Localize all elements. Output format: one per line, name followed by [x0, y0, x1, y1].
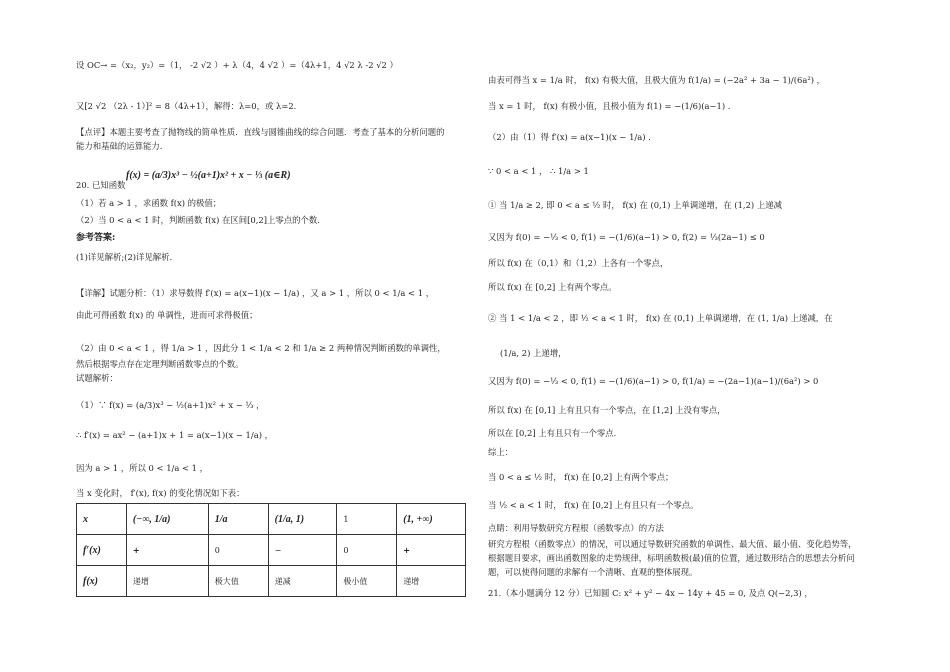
question-20-part-2: （2）当 0 < a < 1 时，判断函数 f(x) 在区间[0,2]上零点的个数.	[76, 215, 320, 225]
table-cell: +	[397, 535, 466, 566]
right-line-17: 点睛：利用导数研究方程根（函数零点）的方法	[488, 523, 664, 533]
detail-line-2: 由此可得函数 f(x) 的 单调性，进而可求得极值；	[76, 310, 258, 320]
table-cell: f(x)	[77, 566, 127, 597]
right-line-4: ∵ 0 < a < 1 ， ∴ 1/a > 1	[488, 166, 589, 176]
detail-line-4: 然后根据零点存在定理判断函数零点的个数。	[76, 359, 244, 369]
question-20-formula: f(x) = (a/3)x³ − ½(a+1)x² + x − ⅓ (a∈R)	[126, 170, 291, 181]
question-20-prefix: 20. 已知函数	[76, 180, 126, 190]
table-row	[77, 535, 466, 566]
table-cell: −	[268, 535, 337, 566]
right-line-12: 所以 f(x) 在 [0,1] 上有且只有一个零点，在 [1,2] 上没有零点，	[488, 405, 726, 415]
detail-line-5: 试题解析：	[76, 373, 118, 383]
table-cell: 递减	[268, 566, 337, 597]
detail-line-3: （2）由 0 < a < 1 ，得 1/a > 1 ，因此分 1 < 1/a < 2 和 1/a ≥ 2 两种情况判断函数的单调性，	[76, 343, 446, 353]
table-cell: +	[126, 535, 208, 566]
solution-line-1: （1）∵ f(x) = (a/3)x³ − ½(a+1)x² + x − ⅓ ，	[76, 400, 265, 410]
right-line-3: （2）由（1）得 f′(x) = a(x−1)(x − 1/a) .	[488, 132, 651, 142]
right-line-9: ② 当 1 < 1/a < 2 ，即 ½ < a < 1 时， f(x) 在 (0,1) 上单调递增，在 (1, 1/a) 上递减，在	[488, 313, 833, 323]
detail-line-1: 【详解】试题分析：（1）求导数得 f′(x) = a(x−1)(x − 1/a) ，又 a > 1 ，所以 0 < 1/a < 1 ，	[76, 288, 435, 298]
right-line-5: ① 当 1/a ≥ 2, 即 0 < a ≤ ½ 时， f(x) 在 (0,1) 上单调递增，在 (1,2) 上递减	[488, 200, 782, 210]
table-cell: 递增	[126, 566, 208, 597]
table-row	[77, 504, 466, 535]
right-line-14: 综上：	[488, 447, 514, 457]
right-line-6: 又因为 f(0) = −⅓ < 0, f(1) = −(1/6)(a−1) > 0, f(2) = ⅓(2a−1) ≤ 0	[488, 232, 765, 242]
right-line-11: 又因为 f(0) = −⅓ < 0, f(1) = −(1/6)(a−1) > 0, f(1/a) = −(2a−1)(a−1)/(6a²) > 0	[488, 376, 819, 386]
vector-oc-line: 设 OC→ =（x₂，y₂）=（1， -2 √2 ）+ λ（4，4 √2 ）=（4λ+1，4 √2 λ -2 √2 ）	[76, 60, 398, 70]
table-cell: 极小值	[337, 566, 397, 597]
right-line-10: (1/a, 2) 上递增，	[500, 348, 567, 358]
right-line-8: 所以 f(x) 在 [0,2] 上有两个零点。	[488, 282, 617, 292]
solve-lambda-line: 又[2 √2 （2λ - 1）]² = 8（4λ+1），解得：λ=0，或 λ=2.	[76, 101, 297, 111]
solution-line-3: 因为 a > 1 ，所以 0 < 1/a < 1 ，	[76, 463, 209, 473]
right-line-7: 所以 f(x) 在（0,1）和（1,2）上各有一个零点，	[488, 258, 669, 268]
comment-line-1: 【点评】本题主要考查了抛物线的简单性质．直线与圆锥曲线的综合问题．考查了基本的分析问题的	[76, 127, 445, 137]
question-20-part-1: （1）若 a > 1 ，求函数 f(x) 的极值；	[76, 198, 222, 208]
table-cell: 递增	[397, 566, 466, 597]
table-cell: (1/a, 1)	[268, 504, 337, 535]
right-line-2: 当 x = 1 时， f(x) 有极小值，且极小值为 f(1) = −(1/6)(a−1) .	[488, 101, 731, 111]
table-cell: (1, +∞)	[397, 504, 466, 535]
question-21: 21.（本小题满分 12 分）已知圆 C: x² + y² − 4x − 14y + 45 = 0, 及点 Q(−2,3) ，	[488, 588, 813, 598]
table-cell: 1	[337, 504, 397, 535]
right-line-13: 所以在 [0,2] 上有且只有一个零点.	[488, 428, 617, 438]
table-cell: f′(x)	[77, 535, 127, 566]
comment-line-2: 能力和基础的运算能力.	[76, 141, 163, 151]
solution-line-4: 当 x 变化时， f′(x), f(x) 的变化情况如下表：	[76, 488, 245, 498]
table-cell: 极大值	[208, 566, 268, 597]
table-cell: 1/a	[208, 504, 268, 535]
table-cell: x	[77, 504, 127, 535]
table-row	[77, 566, 466, 597]
table-cell: 0	[337, 535, 397, 566]
answer-summary: (1)详见解析;(2)详见解析.	[76, 252, 173, 262]
answer-heading: 参考答案:	[76, 233, 116, 243]
variation-table	[76, 503, 466, 597]
table-cell: (−∞, 1/a)	[126, 504, 208, 535]
right-line-16: 当 ½ < a < 1 时， f(x) 在 [0,2] 上有且只有一个零点。	[488, 500, 699, 510]
table-cell: 0	[208, 535, 268, 566]
right-line-1: 由表可得当 x = 1/a 时， f(x) 有极大值，且极大值为 f(1/a) = (−2a² + 3a − 1)/(6a²) ，	[488, 75, 826, 85]
right-line-18: 研究方程根（函数零点）的情况，可以通过导数研究函数的单调性、最大值、最小值、变化趋势等，	[488, 539, 857, 549]
right-line-19: 根据题目要求，画出函数图象的走势规律，标明函数极(最)值的位置，通过数形结合的思想去分析问	[488, 553, 855, 563]
right-line-15: 当 0 < a ≤ ½ 时， f(x) 在 [0,2] 上有两个零点；	[488, 472, 674, 482]
solution-line-2: ∴ f′(x) = ax² − (a+1)x + 1 = a(x−1)(x − 1/a) ，	[76, 430, 273, 440]
right-line-20: 题，可以使得问题的求解有一个清晰、直观的整体展现。	[488, 567, 698, 577]
